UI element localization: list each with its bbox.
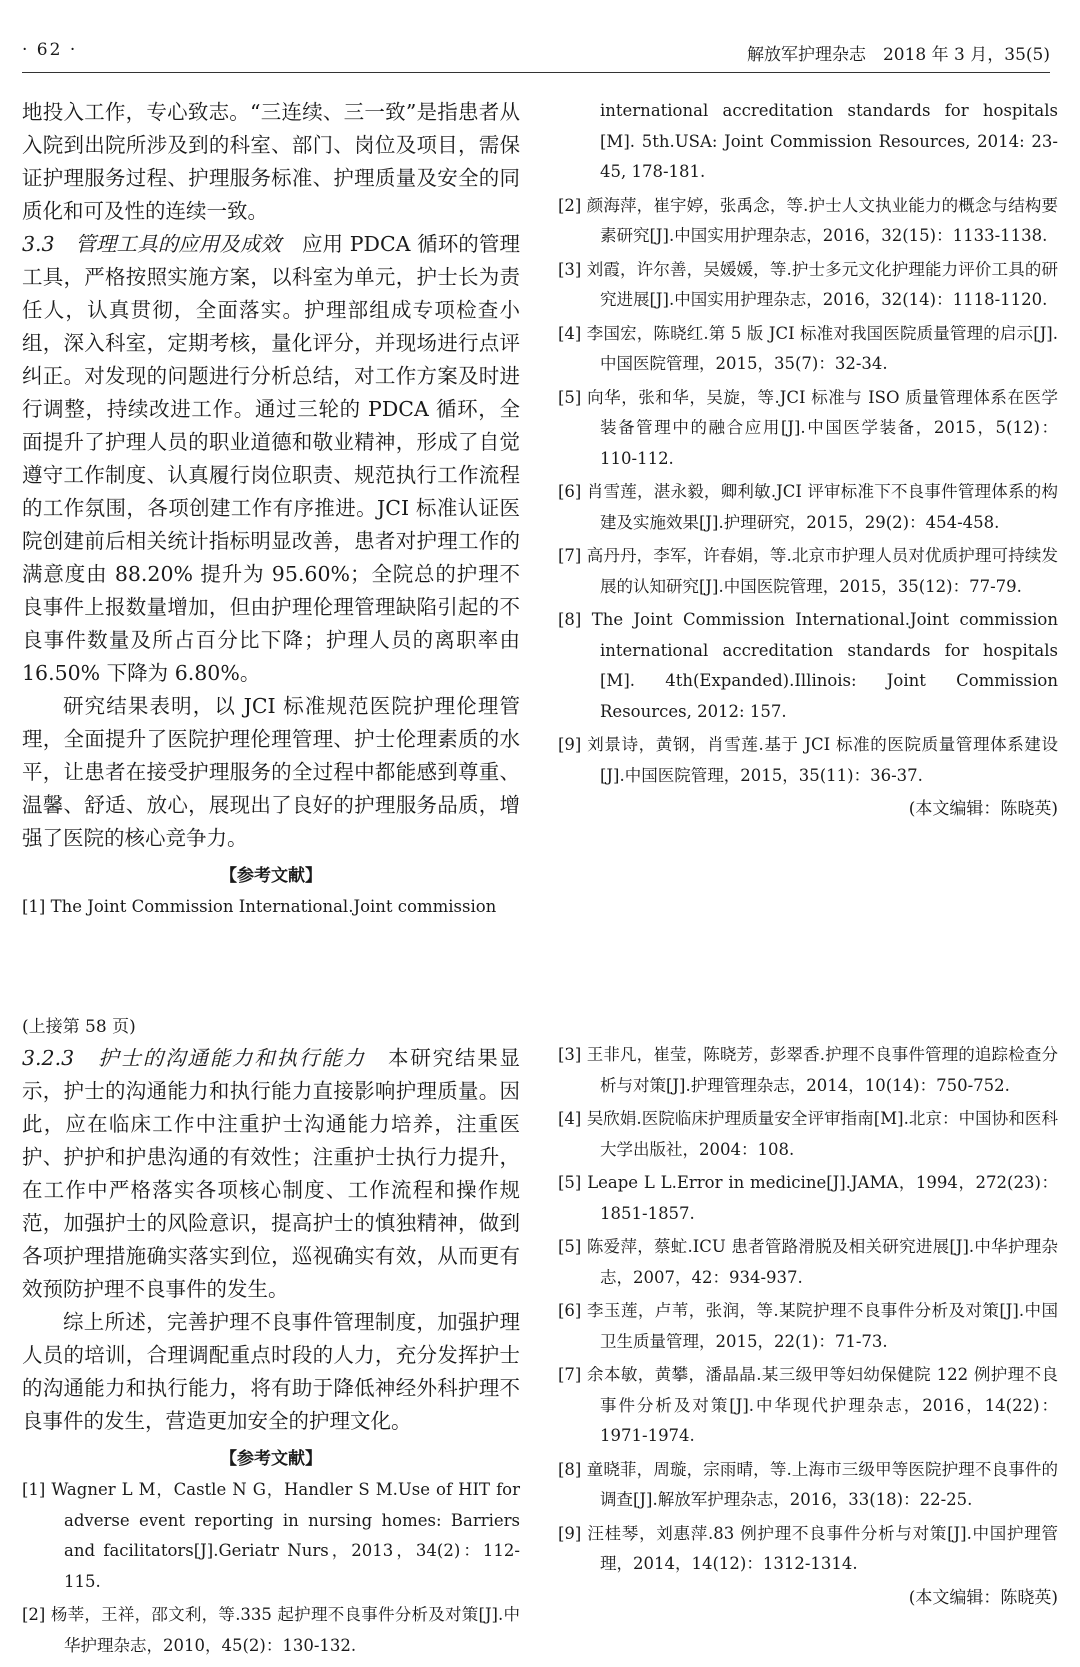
article1-reference-4: [4] 李国宏，陈晓红.第 5 版 JCI 标准对我国医院质量管理的启示[J].中国医院管理，2015，35(7)：32-34. xyxy=(558,323,1058,373)
article2-paragraph-1 xyxy=(22,1042,520,1306)
article1-reference-8: [8] The Joint Commission International.Joint commission international accreditation standards for hospitals [M]. 4th(Expanded).Illinois: Joint Commission Resources, 2012: 157. xyxy=(558,610,1058,721)
article2-paragraph-2: 综上所述，完善护理不良事件管理制度，加强护理人员的培训，合理调配重点时段的人力，充分发挥护士的沟通能力和执行能力，将有助于降低神经外科护理不良事件的发生，营造更加安全的护理文化。 xyxy=(22,1310,520,1433)
article1-left-column xyxy=(22,96,520,926)
page-header xyxy=(22,40,1050,74)
article2-reference-3: [3] 王非凡，崔莹，陈晓芳，彭翠香.护理不良事件管理的追踪检查分析与对策[J].护理管理杂志，2014，10(14)：750-752. xyxy=(558,1045,1058,1095)
article2-reference-4: [4] 吴欣娟.医院临床护理质量安全评审指南[M].北京：中国协和医科大学出版社，2004：108. xyxy=(558,1109,1058,1159)
article1-reference-3: [3] 刘霞，许尔善，吴媛媛，等.护士多元文化护理能力评价工具的研究进展[J].中国实用护理杂志，2016，32(14)：1118-1120. xyxy=(558,259,1058,309)
article2-section-heading: 3.2.3 护士的沟通能力和执行能力 xyxy=(22,1046,366,1070)
article2-reference-7: [7] 余本敏，黄攀，潘晶晶.某三级甲等妇幼保健院 122 例护理不良事件分析及对策[J].中华现代护理杂志，2016，14(22)：1971-1974. xyxy=(558,1365,1058,1445)
article2-editor: (本文编辑：陈晓英) xyxy=(908,1587,1058,1608)
article2-paragraph-1-text: 本研究结果显示，护士的沟通能力和执行能力直接影响护理质量。因此，应在临床工作中注重护士沟通能力培养，注重医护、护护和护患沟通的有效性；注重护士执行力提升，在工作中严格落实各项核心制度、工作流程和操作规范，加强护士的风险意识，提高护士的慎独精神，做到各项护理措施确实落实到位，巡视确实有效，从而更有效预防护理不良事件的发生。 xyxy=(22,1046,521,1301)
article2-reference-8: [8] 童晓菲，周璇，宗雨晴，等.上海市三级甲等医院护理不良事件的调查[J].解放军护理杂志，2016，33(18)：22-25. xyxy=(558,1459,1058,1509)
article1-right-column xyxy=(558,96,1058,824)
article2-reference-9: [9] 汪桂琴，刘惠萍.83 例护理不良事件分析与对策[J].中国护理管理，2014，14(12)：1312-1314. xyxy=(558,1523,1058,1573)
article1-section-heading: 3.3 管理工具的应用及成效 xyxy=(22,232,282,256)
article2-left-column xyxy=(22,1012,520,1664)
article2-reference-6: [6] 李玉莲，卢苇，张润，等.某院护理不良事件分析及对策[J].中国卫生质量管理，2015，22(1)：71-73. xyxy=(558,1301,1058,1351)
article2-reference-5a: [5] Leape L L.Error in medicine[J].JAMA，1994，272(23)：1851-1857. xyxy=(558,1173,1058,1223)
article1-reference-1-cont: international accreditation standards for hospitals [M]. 5th.USA: Joint Commission Resources, 2014: 23-45, 178-181. xyxy=(600,101,1058,181)
journal-info: 解放军护理杂志 2018 年 3 月，35(5) xyxy=(746,45,1050,65)
page-number: · 62 · xyxy=(22,40,78,60)
article1-reference-6: [6] 肖雪莲，湛永毅，卿利敏.JCI 评审标准下不良事件管理体系的构建及实施效果[J].护理研究，2015，29(2)：454-458. xyxy=(558,482,1058,532)
article1-references-title: 【参考文献】 xyxy=(220,866,322,886)
article1-paragraph-2-text: 应用 PDCA 循环的管理工具，严格按照实施方案，以科室为单元，护士长为责任人，认真贯彻，全面落实。护理部组成专项检查小组，深入科室，定期考核，量化评分，并现场进行点评纠正。对发现的问题进行分析总结，对工作方案及时进行调整，持续改进工作。通过三轮的 PDCA 循环，全面提升了护理人员的职业道德和敬业精神，形成了自觉遵守工作制度、认真履行岗位职责、规范执行工作流程的工作氛围，各项创建工作有序推进。JCI 标准认证医院创建前后相关统计指标明显改善，患者对护理工作的满意度由 88.20% 提升为 95.60%；全院总的护理不良事件上报数量增加，但由护理伦理管理缺陷引起的不良事件数量及所占百分比下降；护理人员的离职率由 16.50% 下降为 6.80%。 xyxy=(22,232,520,685)
header-rule xyxy=(22,72,1050,73)
article2-right-column xyxy=(558,1040,1058,1613)
article1-reference-5: [5] 向华，张和华，吴旋，等.JCI 标准与 ISO 质量管理体系在医学装备管理中的融合应用[J].中国医学装备，2015，5(12)：110-112. xyxy=(558,387,1058,468)
article1-reference-1: [1] The Joint Commission International.Joint commission xyxy=(22,897,497,916)
article1-paragraph-1: 地投入工作，专心致志。“三连续、三一致”是指患者从入院到出院所涉及到的科室、部门、岗位及项目，需保证护理服务过程、护理服务标准、护理质量及安全的同质化和可及性的连续一致。 xyxy=(22,100,520,223)
continued-from-note: (上接第 58 页) xyxy=(22,1017,136,1037)
article1-reference-2: [2] 颜海萍，崔宇婷，张禹念，等.护士人文执业能力的概念与结构要素研究[J].中国实用护理杂志，2016，32(15)：1133-1138. xyxy=(558,195,1058,245)
article1-paragraph-2 xyxy=(22,228,520,690)
article2-references-title: 【参考文献】 xyxy=(220,1449,322,1469)
article2-reference-1: [1] Wagner L M，Castle N G，Handler S M.Use of HIT for adverse event reporting in nursing homes: Barriers and facilitators[J].Geriatr Nurs，2013，34(2)：112-115. xyxy=(22,1480,520,1591)
article2-reference-2: [2] 杨莘，王祥，邵文利，等.335 起护理不良事件分析及对策[J].中华护理杂志，2010，45(2)：130-132. xyxy=(22,1605,520,1655)
article1-editor: (本文编辑：陈晓英) xyxy=(908,799,1058,819)
article1-paragraph-3: 研究结果表明，以 JCI 标准规范医院护理伦理管理，全面提升了医院护理伦理管理、护士伦理素质的水平，让患者在接受护理服务的全过程中都能感到尊重、温馨、舒适、放心，展现出了良好的护理服务品质，增强了医院的核心竞争力。 xyxy=(22,694,520,850)
article1-reference-7: [7] 高丹丹，李军，许春娟，等.北京市护理人员对优质护理可持续发展的认知研究[J].中国医院管理，2015，35(12)：77-79. xyxy=(558,546,1058,596)
article1-reference-9: [9] 刘景诗，黄钢，肖雪莲.基于 JCI 标准的医院质量管理体系建设[J].中国医院管理，2015，35(11)：36-37. xyxy=(558,735,1058,785)
article2-reference-5b: [5] 陈爱萍，蔡虻.ICU 患者管路滑脱及相关研究进展[J].中华护理杂志，2007，42：934-937. xyxy=(558,1237,1058,1287)
